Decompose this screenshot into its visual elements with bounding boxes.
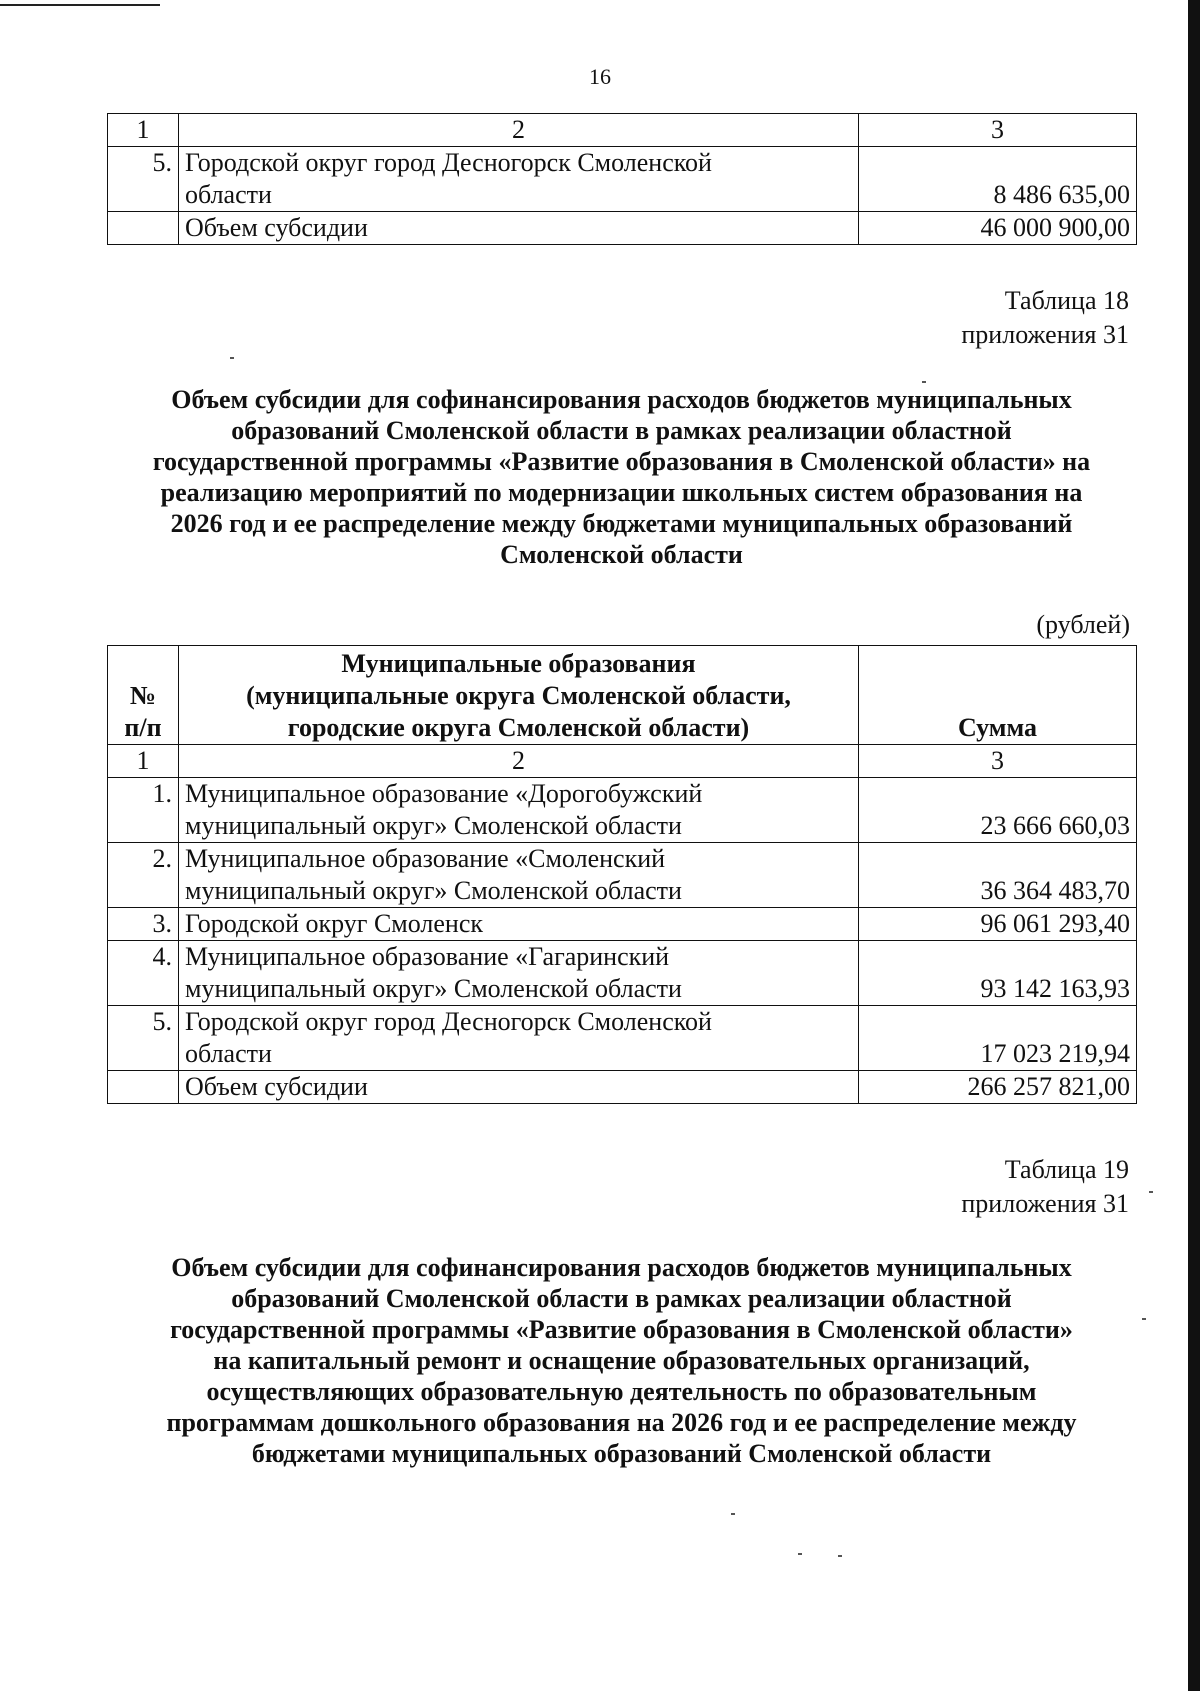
empty-cell: [108, 212, 179, 245]
municipality-name-line: области: [185, 180, 272, 209]
scan-speck: [1149, 1191, 1153, 1193]
municipality-name-line: муниципальный округ» Смоленской области: [185, 876, 682, 905]
page-number: 16: [589, 64, 611, 89]
index-cell: 2: [179, 114, 859, 147]
caption-line: Таблица 18: [1004, 286, 1129, 315]
amount-cell: 96 061 293,40: [859, 908, 1137, 941]
heading-line: на капитальный ремонт и оснащение образовательных организаций,: [213, 1346, 1030, 1375]
table-header-row: [108, 646, 1137, 745]
table-row: [108, 147, 1137, 212]
amount-cell: 93 142 163,93: [859, 941, 1137, 1006]
table-index-row: [108, 745, 1137, 778]
table-row: [108, 941, 1137, 1006]
municipality-name: [179, 941, 859, 1006]
table18-heading: [107, 384, 1136, 570]
heading-line: осуществляющих образовательную деятельность по образовательным: [206, 1377, 1037, 1406]
row-number: 5.: [108, 1006, 179, 1071]
amount-cell: 36 364 483,70: [859, 843, 1137, 908]
table19-heading: [107, 1252, 1136, 1469]
amount-cell: 17 023 219,94: [859, 1006, 1137, 1071]
amount-cell: 23 666 660,03: [859, 778, 1137, 843]
heading-line: бюджетами муниципальных образований Смоленской области: [251, 1439, 992, 1468]
scan-speck: [798, 1553, 802, 1555]
municipality-name: [179, 843, 859, 908]
municipality-name: [179, 147, 859, 212]
heading-line: Смоленской области: [500, 540, 743, 569]
caption-line: приложения 31: [961, 1189, 1129, 1218]
total-label: Объем субсидии: [179, 1071, 859, 1104]
index-cell: 3: [859, 745, 1137, 778]
table-row: [108, 843, 1137, 908]
table-row: [108, 908, 1137, 941]
total-amount: 46 000 900,00: [859, 212, 1137, 245]
header-line: №: [129, 681, 157, 710]
municipality-name-line: муниципальный округ» Смоленской области: [185, 974, 682, 1003]
scan-speck: [731, 1513, 735, 1515]
heading-line: реализацию мероприятий по модернизации школьных систем образования на: [160, 478, 1083, 507]
table-row: [108, 1006, 1137, 1071]
header-line: городские округа Смоленской области): [287, 713, 750, 742]
municipality-name-line: муниципальный округ» Смоленской области: [185, 811, 682, 840]
heading-line: программам дошкольного образования на 2026 год и ее распределение между: [166, 1408, 1077, 1437]
total-row: [108, 1071, 1137, 1104]
municipality-name: [179, 778, 859, 843]
index-cell: 2: [179, 745, 859, 778]
municipality-name-line: Городской округ город Десногорск Смоленской: [185, 148, 712, 177]
scan-speck: [1142, 1318, 1146, 1320]
heading-line: государственной программы «Развитие образования в Смоленской области»: [170, 1315, 1073, 1344]
unit-label: (рублей): [1036, 610, 1130, 639]
index-cell: 1: [108, 745, 179, 778]
row-number: 2.: [108, 843, 179, 908]
scan-border-edge: [1188, 0, 1200, 1691]
heading-line: Объем субсидии для софинансирования расходов бюджетов муниципальных: [171, 385, 1072, 414]
municipality-name-line: Городской округ город Десногорск Смоленской: [185, 1007, 712, 1036]
amount-cell: 8 486 635,00: [859, 147, 1137, 212]
row-number: 5.: [108, 147, 179, 212]
caption-line: приложения 31: [961, 320, 1129, 349]
row-number: 4.: [108, 941, 179, 1006]
scan-speck: [922, 381, 926, 383]
municipality-name: Городской округ Смоленск: [179, 908, 859, 941]
heading-line: государственной программы «Развитие образования в Смоленской области» на: [152, 447, 1091, 476]
scan-speck: [230, 357, 234, 359]
empty-cell: [108, 1071, 179, 1104]
table18: [107, 645, 1137, 1104]
table19-caption: [961, 1153, 1129, 1221]
municipality-name-line: Муниципальное образование «Смоленский: [185, 844, 666, 873]
index-cell: 1: [108, 114, 179, 147]
header-sum: Сумма: [859, 646, 1137, 745]
header-municipalities: [179, 646, 859, 745]
index-cell: 3: [859, 114, 1137, 147]
total-amount: 266 257 821,00: [859, 1071, 1137, 1104]
continuation-table: [107, 113, 1137, 245]
heading-line: Объем субсидии для софинансирования расходов бюджетов муниципальных: [171, 1253, 1072, 1282]
total-row: [108, 212, 1137, 245]
header-line: п/п: [124, 713, 162, 742]
municipality-name: [179, 1006, 859, 1071]
header-line: Муниципальные образования: [341, 649, 696, 678]
header-number: [108, 646, 179, 745]
scan-speck: [838, 1555, 842, 1557]
municipality-name-line: Муниципальное образование «Дорогобужский: [185, 779, 703, 808]
caption-line: Таблица 19: [1004, 1155, 1129, 1184]
table-row: [108, 778, 1137, 843]
municipality-name-line: области: [185, 1039, 272, 1068]
row-number: 3.: [108, 908, 179, 941]
municipality-name-line: Муниципальное образование «Гагаринский: [185, 942, 670, 971]
header-line: (муниципальные округа Смоленской области,: [246, 681, 791, 710]
table-index-row: [108, 114, 1137, 147]
heading-line: образований Смоленской области в рамках реализации областной: [231, 416, 1012, 445]
heading-line: 2026 год и ее распределение между бюджетами муниципальных образований: [170, 509, 1073, 538]
total-label: Объем субсидии: [179, 212, 859, 245]
heading-line: образований Смоленской области в рамках реализации областной: [231, 1284, 1012, 1313]
table18-caption: [961, 284, 1129, 352]
row-number: 1.: [108, 778, 179, 843]
scan-artifact-line: [0, 4, 160, 6]
